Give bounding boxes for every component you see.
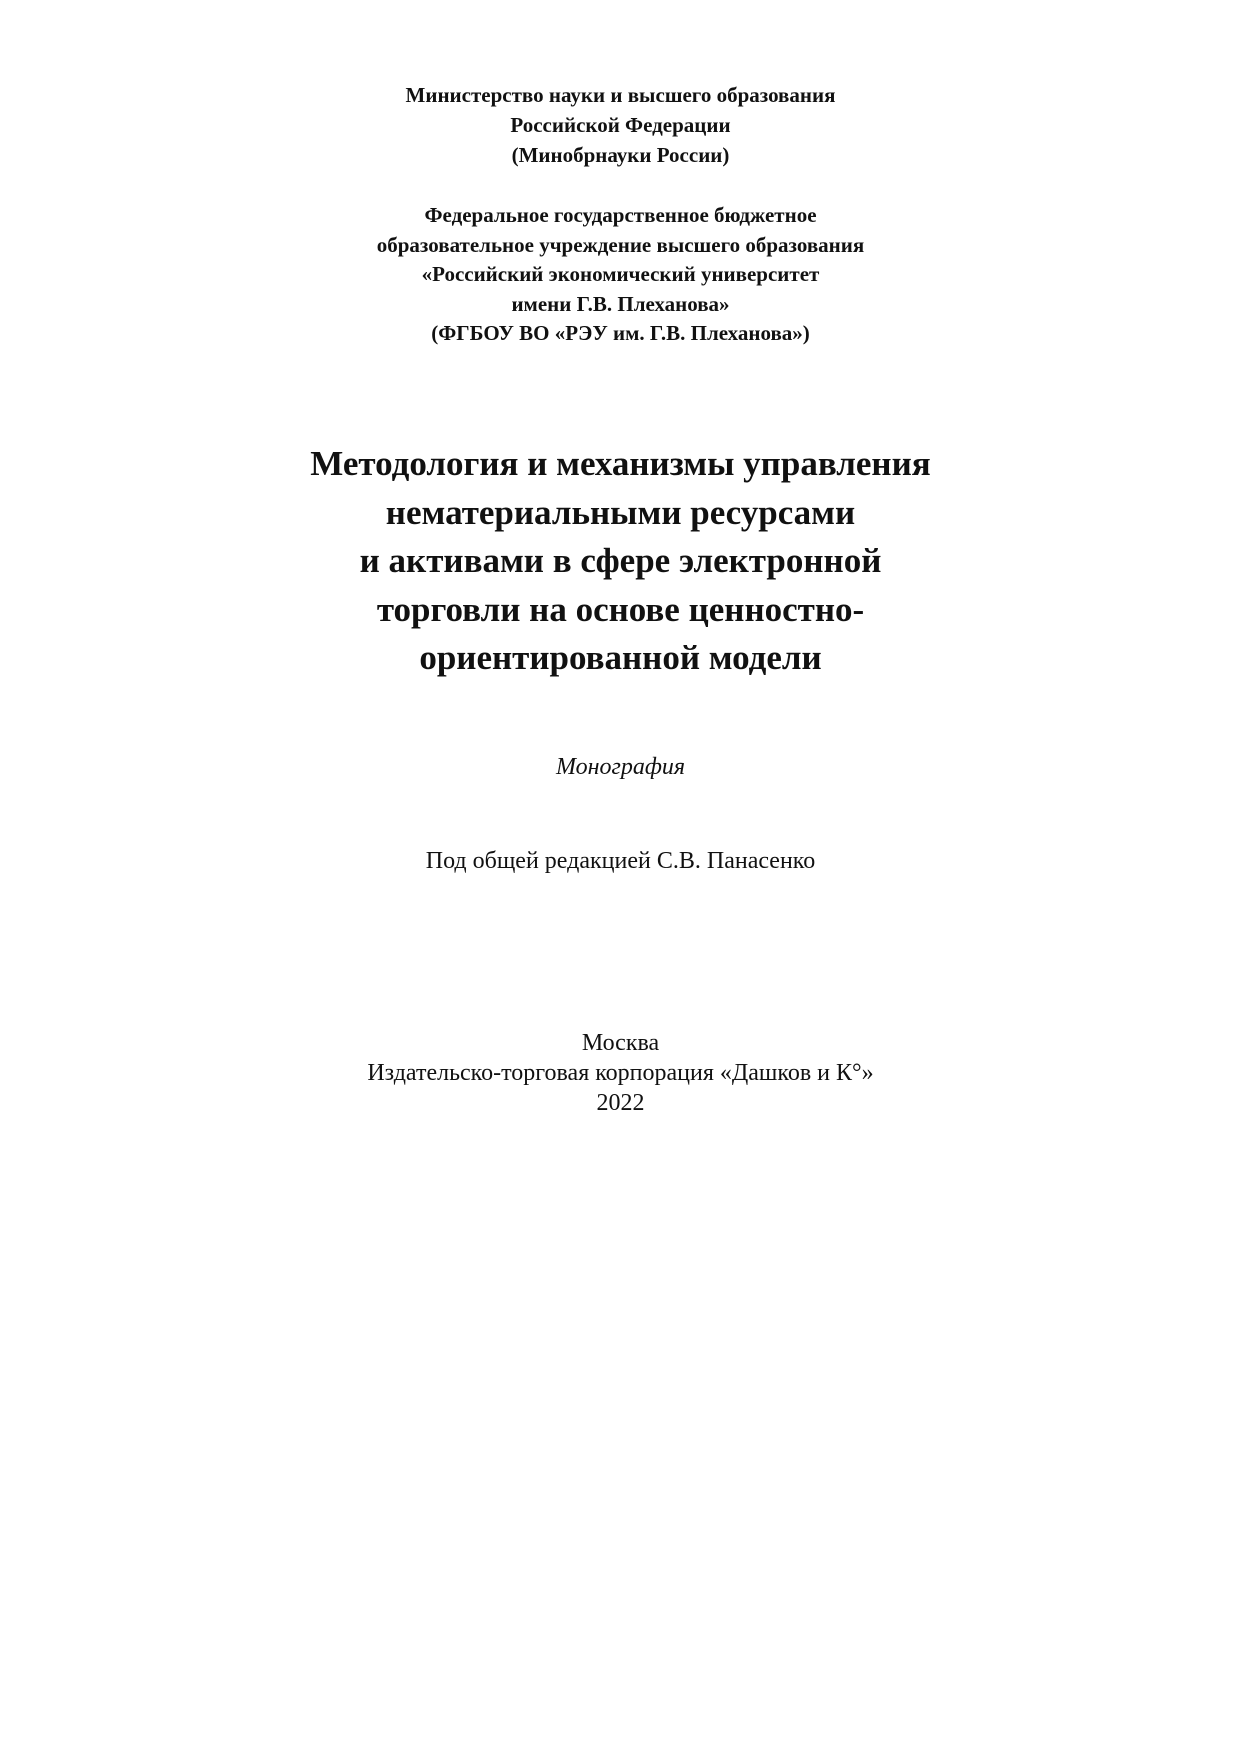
- title-line: ориентированной модели: [419, 638, 822, 677]
- title-line: Методология и механизмы управления: [310, 444, 931, 483]
- university-line: Федеральное государственное бюджетное: [424, 203, 817, 227]
- genre-label: [0, 752, 1241, 782]
- editor-credit: [0, 846, 1241, 876]
- publication-city: Москва: [581, 1030, 660, 1056]
- editor-text: Под общей редакцией С.В. Панасенко: [425, 848, 816, 874]
- genre-text: Монография: [555, 754, 686, 780]
- university-header: [0, 201, 1241, 349]
- publisher-name: Издательско-торговая корпорация «Дашков и К°»: [367, 1060, 874, 1086]
- title-line: и активами в сфере электронной: [359, 541, 882, 580]
- ministry-line: Министерство науки и высшего образования: [405, 83, 836, 107]
- ministry-line: Российской Федерации: [510, 113, 731, 137]
- ministry-header: [0, 80, 1241, 170]
- ministry-line: (Минобрнауки России): [511, 143, 730, 167]
- university-line: «Российский экономический университет: [421, 262, 820, 286]
- university-line: образовательное учреждение высшего образования: [376, 232, 865, 257]
- university-line: имени Г.В. Плеханова»: [511, 291, 730, 316]
- book-title: [0, 440, 1241, 683]
- university-line: (ФГБОУ ВО «РЭУ им. Г.В. Плеханова»): [431, 321, 810, 345]
- publication-info: [0, 1028, 1241, 1118]
- title-line: торговли на основе ценностно-: [376, 589, 865, 629]
- title-line: нематериальными ресурсами: [385, 492, 856, 532]
- publication-year: 2022: [596, 1090, 645, 1116]
